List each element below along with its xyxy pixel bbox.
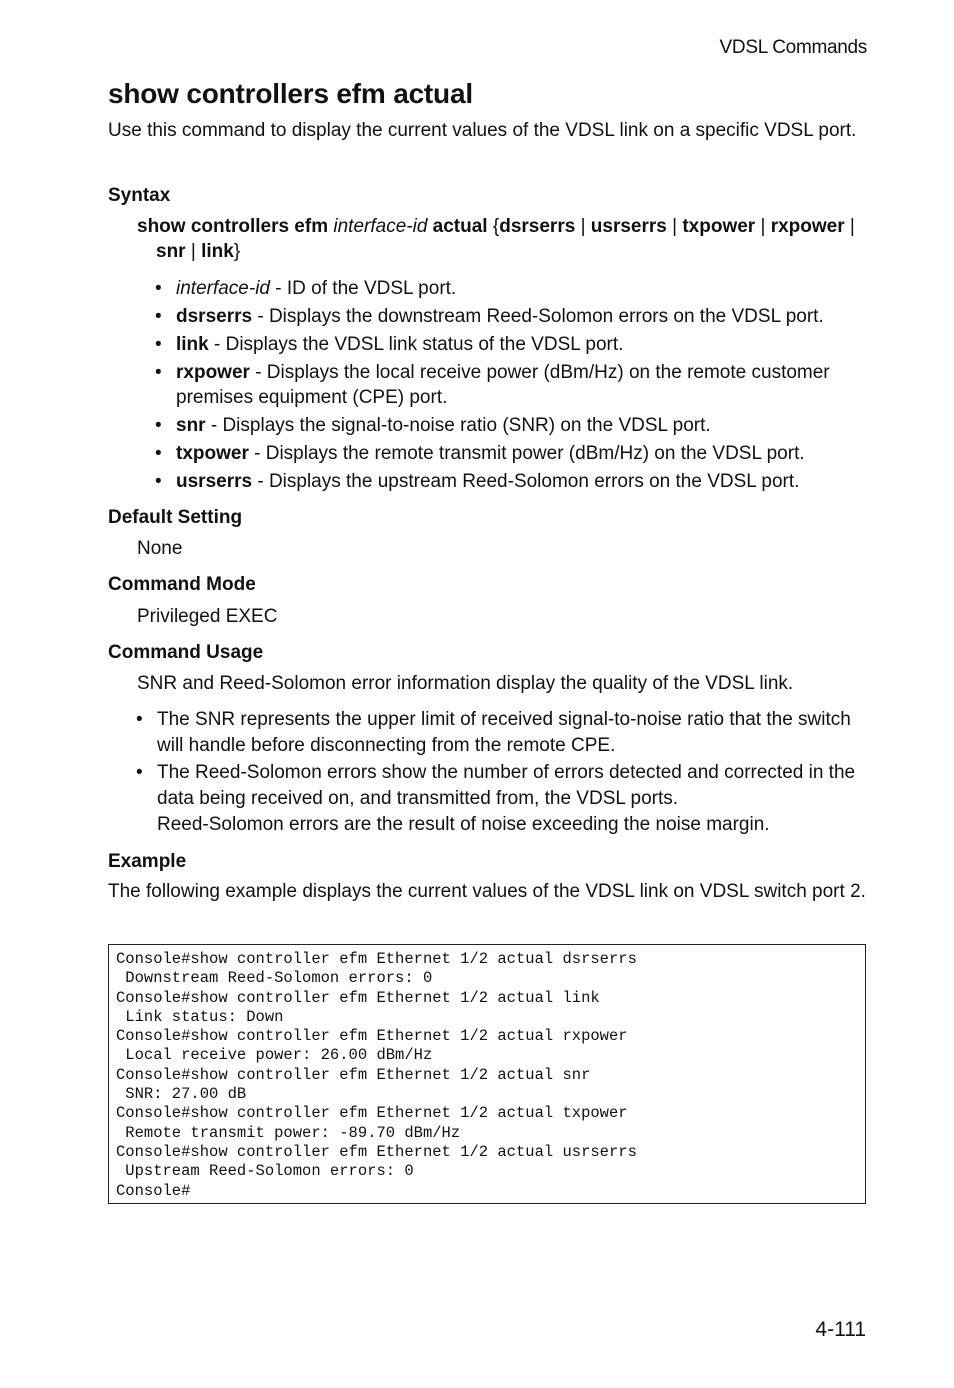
example-heading: Example bbox=[108, 851, 187, 872]
console-line: Console# bbox=[116, 1181, 191, 1200]
command-mode-heading: Command Mode bbox=[108, 574, 256, 595]
command-mode-value: Privileged EXEC bbox=[137, 606, 278, 627]
console-line: Local receive power: 26.00 dBm/Hz bbox=[116, 1046, 433, 1065]
syntax-separator: | bbox=[849, 216, 855, 237]
console-line: Console#show controller efm Ethernet 1/2 actual txpower bbox=[116, 1104, 628, 1123]
console-line: Upstream Reed-Solomon errors: 0 bbox=[116, 1162, 414, 1181]
parameter-description: - ID of the VDSL port. bbox=[270, 278, 457, 299]
console-line: Console#show controller efm Ethernet 1/2 actual dsrserrs bbox=[116, 950, 637, 968]
parameter-term: interface-id bbox=[176, 278, 270, 299]
console-line: Console#show controller efm Ethernet 1/2 actual snr bbox=[116, 1065, 591, 1084]
parameter-item bbox=[155, 413, 870, 438]
parameter-description: - Displays the remote transmit power (dBm/Hz) on the VDSL port. bbox=[248, 443, 805, 464]
console-line: Console#show controller efm Ethernet 1/2 actual rxpower bbox=[116, 1027, 628, 1046]
parameter-description: - Displays the VDSL link status of the VDSL port. bbox=[208, 334, 624, 355]
syntax-keyword-actual: actual bbox=[432, 216, 488, 237]
parameter-item bbox=[155, 360, 870, 410]
parameter-description: - Displays the local receive power (dBm/Hz) on the remote customer premises equipment (CPE) port. bbox=[176, 362, 830, 408]
default-setting-heading: Default Setting bbox=[108, 507, 243, 528]
usage-list bbox=[136, 707, 871, 839]
running-header: VDSL Commands bbox=[719, 37, 867, 58]
console-output-box bbox=[108, 944, 866, 1204]
usage-item-text: The Reed-Solomon errors show the number of errors detected and corrected in the data being received on, and transmitted from, the VDSL ports. bbox=[157, 762, 856, 809]
intro-paragraph: Use this command to display the current values of the VDSL link on a specific VDSL port. bbox=[108, 120, 857, 141]
parameter-term: snr bbox=[176, 415, 206, 436]
parameter-term: link bbox=[176, 334, 209, 355]
parameter-description: - Displays the signal-to-noise ratio (SNR) on the VDSL port. bbox=[205, 415, 711, 436]
syntax-argument: interface-id bbox=[333, 216, 428, 237]
default-setting-value: None bbox=[137, 538, 183, 559]
syntax-command: show controllers efm bbox=[137, 216, 329, 237]
syntax-option: dsrserrs bbox=[499, 216, 576, 237]
parameter-description: - Displays the upstream Reed-Solomon errors on the VDSL port. bbox=[252, 471, 800, 492]
parameter-list bbox=[155, 276, 870, 497]
syntax-separator: | bbox=[580, 216, 586, 237]
syntax-option: usrserrs bbox=[590, 216, 667, 237]
syntax-line bbox=[137, 214, 876, 264]
command-usage-heading: Command Usage bbox=[108, 642, 264, 663]
syntax-brace-close: } bbox=[233, 241, 241, 262]
parameter-item bbox=[155, 441, 870, 466]
command-usage-text: SNR and Reed-Solomon error information display the quality of the VDSL link. bbox=[137, 673, 794, 694]
syntax-heading: Syntax bbox=[108, 185, 171, 206]
syntax-option: link bbox=[201, 241, 234, 262]
syntax-brace-open: { bbox=[492, 216, 500, 237]
syntax-separator: | bbox=[190, 241, 196, 262]
parameter-term: txpower bbox=[176, 443, 249, 464]
console-line: Link status: Down bbox=[116, 1007, 284, 1026]
parameter-item bbox=[155, 469, 870, 494]
parameter-term: usrserrs bbox=[176, 471, 253, 492]
page-title: show controllers efm actual bbox=[108, 78, 473, 109]
parameter-term: dsrserrs bbox=[176, 306, 253, 327]
parameter-description: - Displays the downstream Reed-Solomon errors on the VDSL port. bbox=[252, 306, 824, 327]
usage-item-continuation: Reed-Solomon errors are the result of noise exceeding the noise margin. bbox=[157, 814, 770, 835]
syntax-separator: | bbox=[672, 216, 678, 237]
parameter-item bbox=[155, 304, 870, 329]
syntax-separator: | bbox=[760, 216, 766, 237]
console-line: Console#show controller efm Ethernet 1/2 actual link bbox=[116, 988, 600, 1007]
page-number: 4-111 bbox=[815, 1318, 866, 1341]
console-line: Remote transmit power: -89.70 dBm/Hz bbox=[116, 1123, 461, 1142]
console-line: Downstream Reed-Solomon errors: 0 bbox=[116, 969, 433, 988]
syntax-option: snr bbox=[156, 241, 186, 262]
syntax-option: txpower bbox=[682, 216, 756, 237]
parameter-item bbox=[155, 332, 870, 357]
console-line: Console#show controller efm Ethernet 1/2 actual usrserrs bbox=[116, 1142, 637, 1161]
parameter-term: rxpower bbox=[176, 362, 250, 383]
example-text: The following example displays the current values of the VDSL link on VDSL switch port 2. bbox=[108, 881, 866, 902]
parameter-item bbox=[155, 276, 870, 301]
usage-item: • The SNR represents the upper limit of received signal-to-noise ratio that the switch will handle before disconnecting from the remote CPE. bbox=[136, 707, 871, 759]
usage-item bbox=[136, 760, 871, 838]
console-line: SNR: 27.00 dB bbox=[116, 1085, 247, 1104]
syntax-option: rxpower bbox=[770, 216, 845, 237]
